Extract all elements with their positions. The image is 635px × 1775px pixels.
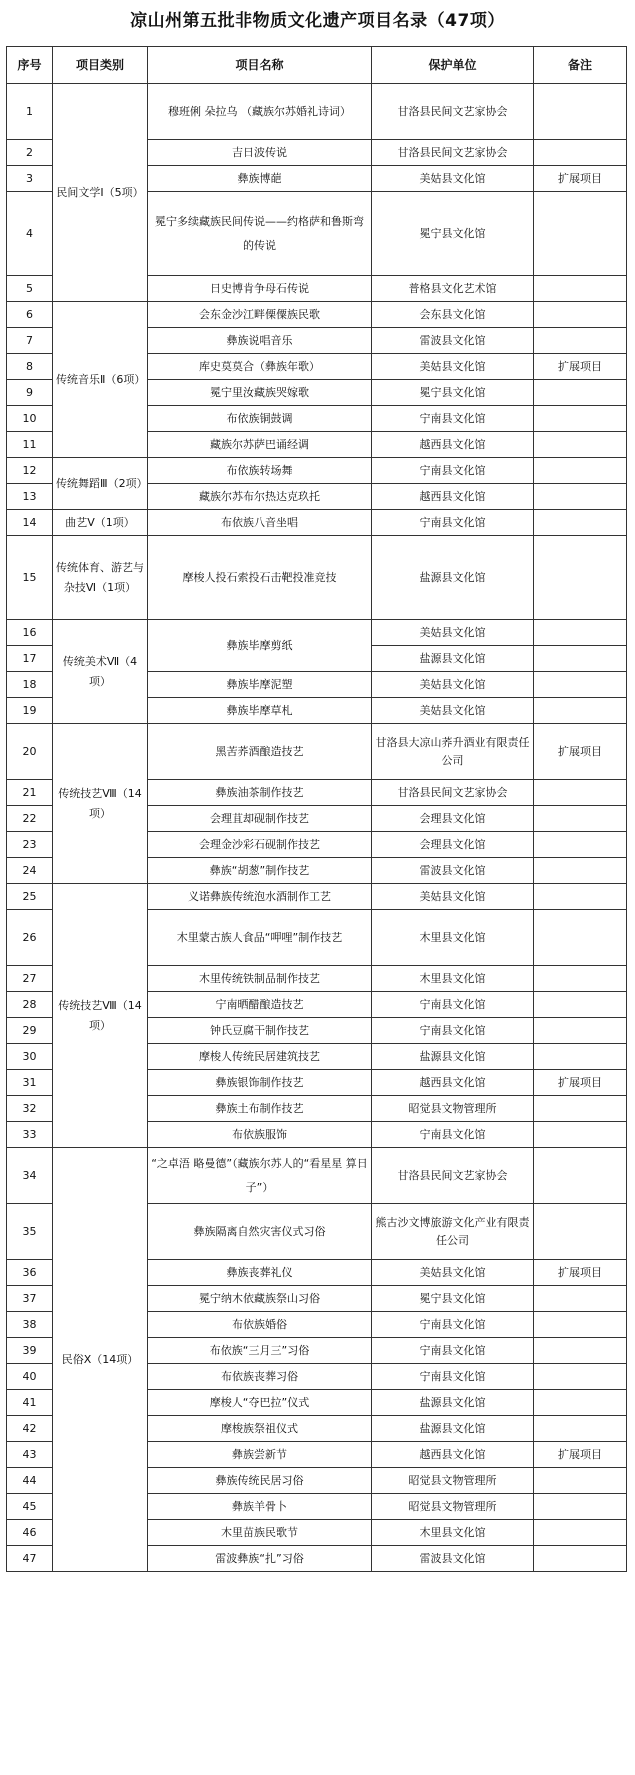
row-remarks: [534, 1520, 627, 1546]
row-remarks: [534, 84, 627, 140]
row-category: 民俗Ⅹ（14项）: [53, 1148, 148, 1572]
row-remarks: [534, 1364, 627, 1390]
row-protection-unit: 盐源县文化馆: [372, 646, 534, 672]
row-remarks: [534, 884, 627, 910]
row-protection-unit: 越西县文化馆: [372, 484, 534, 510]
row-protection-unit: 雷波县文化馆: [372, 328, 534, 354]
row-remarks: [534, 140, 627, 166]
row-protection-unit: 宁南县文化馆: [372, 1312, 534, 1338]
header-category: 项目类别: [53, 47, 148, 84]
row-remarks: [534, 1122, 627, 1148]
table-row: [7, 458, 627, 484]
row-remarks: [534, 910, 627, 966]
row-protection-unit: 越西县文化馆: [372, 1442, 534, 1468]
row-protection-unit: 雷波县文化馆: [372, 1546, 534, 1572]
row-project-name: 钟氏豆腐干制作技艺: [148, 1018, 372, 1044]
row-protection-unit: 美姑县文化馆: [372, 1260, 534, 1286]
row-project-name: 布依族婚俗: [148, 1312, 372, 1338]
row-project-name: 布依族丧葬习俗: [148, 1364, 372, 1390]
row-number: 17: [7, 646, 53, 672]
row-project-name: 木里蒙古族人食品“呷哩”制作技艺: [148, 910, 372, 966]
row-number: 46: [7, 1520, 53, 1546]
table-row: [7, 302, 627, 328]
row-protection-unit: 盐源县文化馆: [372, 536, 534, 620]
row-remarks: [534, 646, 627, 672]
row-number: 19: [7, 698, 53, 724]
row-number: 24: [7, 858, 53, 884]
row-remarks: [534, 1546, 627, 1572]
row-number: 30: [7, 1044, 53, 1070]
row-number: 8: [7, 354, 53, 380]
row-protection-unit: 木里县文化馆: [372, 1520, 534, 1546]
row-number: 2: [7, 140, 53, 166]
row-protection-unit: 美姑县文化馆: [372, 354, 534, 380]
row-category: 曲艺Ⅴ（1项）: [53, 510, 148, 536]
row-protection-unit: 甘洛县民间文艺家协会: [372, 1148, 534, 1204]
row-protection-unit: 昭觉县文物管理所: [372, 1096, 534, 1122]
row-number: 3: [7, 166, 53, 192]
row-project-name: 彝族传统民居习俗: [148, 1468, 372, 1494]
row-protection-unit: 木里县文化馆: [372, 910, 534, 966]
row-number: 35: [7, 1204, 53, 1260]
row-protection-unit: 美姑县文化馆: [372, 166, 534, 192]
row-project-name: 冕宁纳木依藏族祭山习俗: [148, 1286, 372, 1312]
header-protection-unit: 保护单位: [372, 47, 534, 84]
row-number: 9: [7, 380, 53, 406]
row-number: 4: [7, 192, 53, 276]
row-protection-unit: 美姑县文化馆: [372, 672, 534, 698]
row-project-name: 彝族尝新节: [148, 1442, 372, 1468]
row-protection-unit: 会理县文化馆: [372, 832, 534, 858]
row-project-name: 会理苴却砚制作技艺: [148, 806, 372, 832]
row-remarks: [534, 1148, 627, 1204]
row-protection-unit: 雷波县文化馆: [372, 858, 534, 884]
row-protection-unit: 宁南县文化馆: [372, 1122, 534, 1148]
row-number: 10: [7, 406, 53, 432]
row-remarks: [534, 1204, 627, 1260]
row-remarks: 扩展项目: [534, 354, 627, 380]
row-protection-unit: 宁南县文化馆: [372, 1338, 534, 1364]
row-number: 29: [7, 1018, 53, 1044]
row-protection-unit: 美姑县文化馆: [372, 698, 534, 724]
row-remarks: [534, 302, 627, 328]
row-number: 43: [7, 1442, 53, 1468]
row-project-name: 日史博肯争母石传说: [148, 276, 372, 302]
row-remarks: [534, 1338, 627, 1364]
row-remarks: [534, 1416, 627, 1442]
row-remarks: [534, 406, 627, 432]
row-number: 7: [7, 328, 53, 354]
row-remarks: [534, 858, 627, 884]
page-title: 凉山州第五批非物质文化遗产项目名录（47项）: [130, 11, 505, 31]
row-remarks: [534, 328, 627, 354]
row-number: 23: [7, 832, 53, 858]
row-number: 1: [7, 84, 53, 140]
row-protection-unit: 冕宁县文化馆: [372, 380, 534, 406]
row-protection-unit: 甘洛县民间文艺家协会: [372, 84, 534, 140]
row-project-name: 穆班俐 朵拉乌 （藏族尔苏婚礼诗词）: [148, 84, 372, 140]
row-protection-unit: 普格县文化艺术馆: [372, 276, 534, 302]
row-protection-unit: 宁南县文化馆: [372, 458, 534, 484]
row-remarks: [534, 510, 627, 536]
header-project-name: 项目名称: [148, 47, 372, 84]
row-number: 42: [7, 1416, 53, 1442]
row-project-name: 布依族转场舞: [148, 458, 372, 484]
row-remarks: 扩展项目: [534, 1442, 627, 1468]
row-project-name: “之卓浯 略曼德”（藏族尔苏人的“看星星 算日子”）: [148, 1148, 372, 1204]
table-row: [7, 620, 627, 646]
row-category: 传统美术Ⅶ（4项）: [53, 620, 148, 724]
row-protection-unit: 越西县文化馆: [372, 432, 534, 458]
row-remarks: 扩展项目: [534, 724, 627, 780]
row-number: 13: [7, 484, 53, 510]
row-number: 12: [7, 458, 53, 484]
row-project-name: 彝族毕摩剪纸: [148, 620, 372, 672]
row-category: 传统舞蹈Ⅲ（2项）: [53, 458, 148, 510]
row-protection-unit: 甘洛县民间文艺家协会: [372, 780, 534, 806]
row-number: 34: [7, 1148, 53, 1204]
row-number: 15: [7, 536, 53, 620]
row-remarks: 扩展项目: [534, 166, 627, 192]
row-project-name: 彝族银饰制作技艺: [148, 1070, 372, 1096]
heritage-table: [6, 46, 627, 1572]
row-number: 38: [7, 1312, 53, 1338]
row-number: 37: [7, 1286, 53, 1312]
row-protection-unit: 越西县文化馆: [372, 1070, 534, 1096]
row-project-name: 彝族羊骨卜: [148, 1494, 372, 1520]
row-number: 5: [7, 276, 53, 302]
row-remarks: [534, 1312, 627, 1338]
row-project-name: 彝族毕摩草札: [148, 698, 372, 724]
row-project-name: 黑苦荞酒酿造技艺: [148, 724, 372, 780]
row-remarks: [534, 672, 627, 698]
row-protection-unit: 昭觉县文物管理所: [372, 1494, 534, 1520]
row-number: 6: [7, 302, 53, 328]
row-project-name: 布依族服饰: [148, 1122, 372, 1148]
row-number: 31: [7, 1070, 53, 1096]
row-remarks: [534, 966, 627, 992]
row-number: 45: [7, 1494, 53, 1520]
row-project-name: 彝族毕摩泥塑: [148, 672, 372, 698]
row-number: 14: [7, 510, 53, 536]
row-protection-unit: 熊古沙文博旅游文化产业有限责任公司: [372, 1204, 534, 1260]
row-protection-unit: 木里县文化馆: [372, 966, 534, 992]
row-remarks: [534, 484, 627, 510]
row-protection-unit: 宁南县文化馆: [372, 1364, 534, 1390]
row-remarks: [534, 780, 627, 806]
row-remarks: [534, 698, 627, 724]
row-remarks: [534, 1286, 627, 1312]
row-remarks: [534, 458, 627, 484]
row-category: 传统技艺Ⅷ（14项）: [53, 884, 148, 1148]
row-project-name: 藏族尔苏萨巴诵经调: [148, 432, 372, 458]
row-remarks: [534, 1390, 627, 1416]
row-remarks: [534, 1096, 627, 1122]
row-project-name: 摩梭人传统民居建筑技艺: [148, 1044, 372, 1070]
row-project-name: 摩梭人投石索投石击靶投准竞技: [148, 536, 372, 620]
row-protection-unit: 会东县文化馆: [372, 302, 534, 328]
row-project-name: 冕宁多续藏族民间传说——约格萨和鲁斯弯的传说: [148, 192, 372, 276]
row-protection-unit: 盐源县文化馆: [372, 1044, 534, 1070]
row-number: 20: [7, 724, 53, 780]
row-number: 22: [7, 806, 53, 832]
row-project-name: 木里苗族民歌节: [148, 1520, 372, 1546]
header-number: 序号: [7, 47, 53, 84]
table-row: [7, 510, 627, 536]
table-row: [7, 1148, 627, 1204]
row-project-name: 摩梭族祭祖仪式: [148, 1416, 372, 1442]
row-project-name: 会理金沙彩石砚制作技艺: [148, 832, 372, 858]
row-number: 16: [7, 620, 53, 646]
table-row: [7, 724, 627, 780]
row-project-name: 吉日波传说: [148, 140, 372, 166]
row-number: 36: [7, 1260, 53, 1286]
row-protection-unit: 美姑县文化馆: [372, 884, 534, 910]
row-protection-unit: 盐源县文化馆: [372, 1390, 534, 1416]
row-remarks: [534, 432, 627, 458]
row-number: 39: [7, 1338, 53, 1364]
row-number: 40: [7, 1364, 53, 1390]
row-remarks: 扩展项目: [534, 1260, 627, 1286]
row-remarks: [534, 276, 627, 302]
row-remarks: 扩展项目: [534, 1070, 627, 1096]
row-project-name: 库史莫莫合（彝族年歌）: [148, 354, 372, 380]
row-protection-unit: 美姑县文化馆: [372, 620, 534, 646]
row-category: 民间文学Ⅰ（5项）: [53, 84, 148, 302]
row-number: 26: [7, 910, 53, 966]
row-number: 41: [7, 1390, 53, 1416]
row-project-name: 彝族土布制作技艺: [148, 1096, 372, 1122]
row-number: 47: [7, 1546, 53, 1572]
row-number: 21: [7, 780, 53, 806]
row-protection-unit: 宁南县文化馆: [372, 510, 534, 536]
row-remarks: [534, 1044, 627, 1070]
row-category: 传统技艺Ⅷ（14项）: [53, 724, 148, 884]
row-project-name: 彝族说唱音乐: [148, 328, 372, 354]
row-project-name: 彝族隔离自然灾害仪式习俗: [148, 1204, 372, 1260]
row-protection-unit: 冕宁县文化馆: [372, 192, 534, 276]
row-project-name: 藏族尔苏布尔热达克玖托: [148, 484, 372, 510]
row-remarks: [534, 806, 627, 832]
row-project-name: 彝族“胡葱”制作技艺: [148, 858, 372, 884]
table-row: [7, 884, 627, 910]
row-project-name: 冕宁里汝藏族哭嫁歌: [148, 380, 372, 406]
row-remarks: [534, 380, 627, 406]
row-category: 传统体育、游艺与杂技Ⅵ（1项）: [53, 536, 148, 620]
row-number: 28: [7, 992, 53, 1018]
row-protection-unit: 宁南县文化馆: [372, 406, 534, 432]
row-number: 44: [7, 1468, 53, 1494]
row-protection-unit: 会理县文化馆: [372, 806, 534, 832]
row-project-name: 彝族丧葬礼仪: [148, 1260, 372, 1286]
row-category: 传统音乐Ⅱ（6项）: [53, 302, 148, 458]
row-remarks: [534, 192, 627, 276]
row-project-name: 彝族油茶制作技艺: [148, 780, 372, 806]
row-project-name: 摩梭人“夺巴拉”仪式: [148, 1390, 372, 1416]
row-remarks: [534, 832, 627, 858]
header-remarks: 备注: [534, 47, 627, 84]
row-project-name: 彝族博葩: [148, 166, 372, 192]
row-protection-unit: 昭觉县文物管理所: [372, 1468, 534, 1494]
row-protection-unit: 甘洛县民间文艺家协会: [372, 140, 534, 166]
row-remarks: [534, 620, 627, 646]
row-project-name: 布依族八音坐唱: [148, 510, 372, 536]
row-project-name: 布依族铜鼓调: [148, 406, 372, 432]
table-row: [7, 84, 627, 140]
row-project-name: 布依族“三月三”习俗: [148, 1338, 372, 1364]
row-number: 11: [7, 432, 53, 458]
table-body: [7, 84, 627, 1572]
row-project-name: 雷波彝族“扎”习俗: [148, 1546, 372, 1572]
row-protection-unit: 冕宁县文化馆: [372, 1286, 534, 1312]
row-project-name: 木里传统铁制品制作技艺: [148, 966, 372, 992]
row-protection-unit: 宁南县文化馆: [372, 992, 534, 1018]
row-project-name: 宁南晒醋酿造技艺: [148, 992, 372, 1018]
row-remarks: [534, 1018, 627, 1044]
row-remarks: [534, 536, 627, 620]
row-number: 27: [7, 966, 53, 992]
row-project-name: 会东金沙江畔傈僳族民歌: [148, 302, 372, 328]
row-number: 32: [7, 1096, 53, 1122]
row-protection-unit: 宁南县文化馆: [372, 1018, 534, 1044]
table-header-row: [7, 47, 627, 84]
row-number: 33: [7, 1122, 53, 1148]
row-number: 25: [7, 884, 53, 910]
row-remarks: [534, 1468, 627, 1494]
row-project-name: 义诺彝族传统泡水酒制作工艺: [148, 884, 372, 910]
row-protection-unit: 盐源县文化馆: [372, 1416, 534, 1442]
table-row: [7, 536, 627, 620]
row-remarks: [534, 1494, 627, 1520]
row-number: 18: [7, 672, 53, 698]
row-protection-unit: 甘洛县大凉山荞升酒业有限责任公司: [372, 724, 534, 780]
row-remarks: [534, 992, 627, 1018]
